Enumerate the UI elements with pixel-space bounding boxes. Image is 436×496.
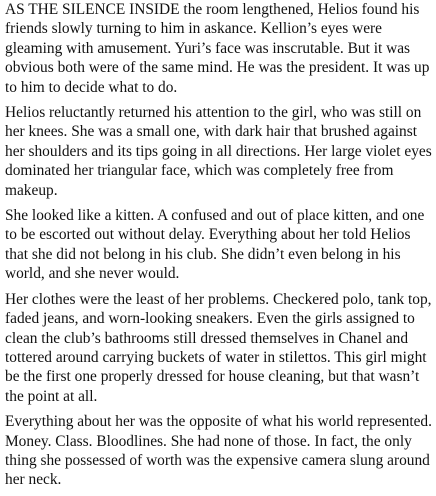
- paragraph-4: Her clothes were the least of her problems. Checkered polo, tank top, faded jeans, and worn-looking sneakers. Even the girls assigned to clean the club’s bathrooms still dressed themselves in Chanel and tottered around carrying buckets of water in stilettos. This girl might be the first one properly dressed for house cleaning, but that wasn’t the point at all.: [5, 290, 432, 405]
- document-page: [5, 0, 433, 496]
- paragraph-5: Everything about her was the opposite of what his world represented. Money. Class. Bloodlines. She had none of those. In fact, the only thing she possessed of worth was the expensive camera slung around her neck.: [5, 413, 432, 489]
- paragraph-3: She looked like a kitten. A confused and out of place kitten, and one to be escorted out without delay. Everything about her told Helios that she did not belong in his club. She didn’t even belong in his world, and she never would.: [5, 207, 425, 283]
- paragraph-1: AS THE SILENCE INSIDE the room lengthened, Helios found his friends slowly turning to him in askance. Kellion’s eyes were gleaming with amusement. Yuri’s face was inscrutable. But it was obvious both were of the same mind. He was the president. It was up to him to decide what to do.: [5, 1, 430, 96]
- paragraph-2: Helios reluctantly returned his attention to the girl, who was still on her knees. She was a small one, with dark hair that brushed against her shoulders and its tips going in all directions. Her large violet eyes dominated her triangular face, which was completely free from makeup.: [5, 104, 432, 199]
